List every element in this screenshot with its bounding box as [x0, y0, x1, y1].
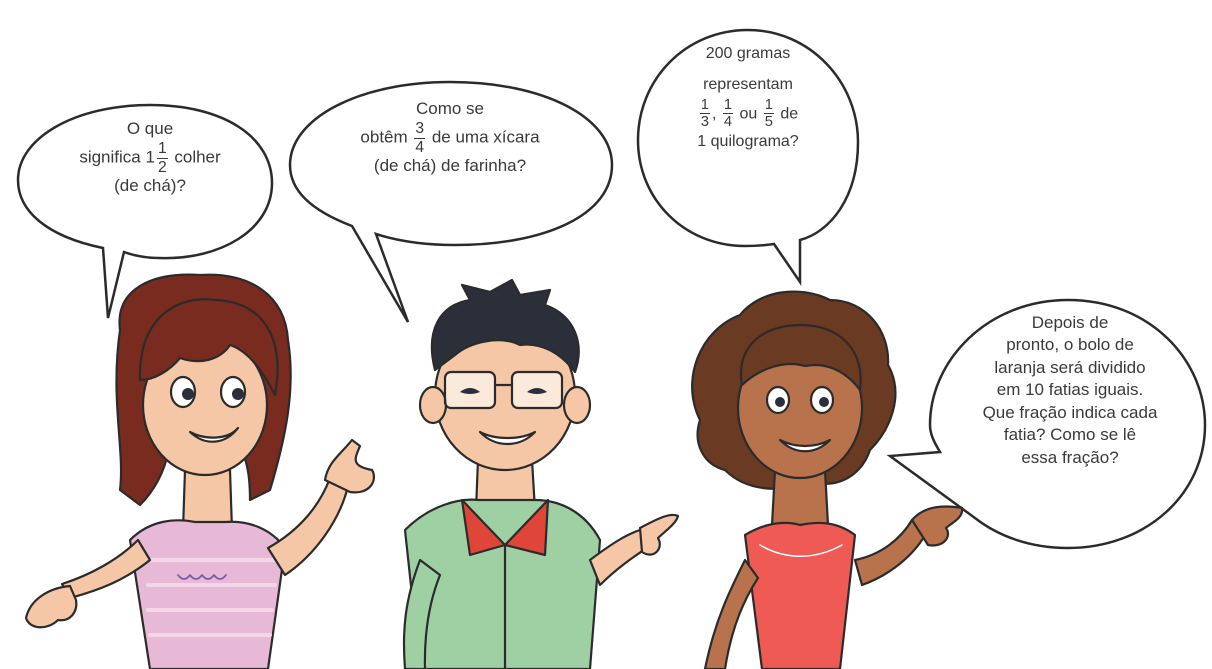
fraction-numerator: 1 — [764, 96, 773, 113]
bubble-right-line4: em 10 fatias iguais. — [996, 380, 1144, 400]
bubble-text-right-girl — [935, 312, 1205, 469]
boy-character — [404, 280, 678, 669]
fraction-one-half — [157, 141, 168, 175]
bubble-right-line1: Depois de — [1031, 313, 1109, 332]
fraction-denominator: 5 — [764, 114, 773, 131]
fraction-numerator: 3 — [415, 119, 425, 137]
bubble-right-line5: Que fração indica cada — [982, 402, 1158, 422]
text-fragment: , — [711, 105, 721, 123]
text-fragment: ou — [735, 105, 762, 123]
bubble-left-line2 — [30, 141, 270, 175]
fraction-denominator: 2 — [157, 158, 167, 176]
fraction-one-third — [700, 98, 710, 130]
bubble-boy-line2 — [300, 121, 600, 155]
bubble-left-line3: (de chá)? — [114, 176, 186, 196]
girl-left-character — [26, 275, 374, 669]
fraction-numerator: 1 — [157, 139, 167, 157]
fraction-numerator: 1 — [723, 96, 733, 113]
bubble-middle-line2: representam — [703, 75, 793, 93]
bubble-right-line3: laranja será dividido — [994, 357, 1146, 377]
fraction-one-quarter — [723, 98, 733, 130]
text-fragment: significa 1 — [79, 147, 155, 167]
fraction-numerator: 1 — [700, 96, 709, 113]
fraction-one-fifth — [764, 98, 774, 130]
bubble-middle-line3 — [648, 98, 848, 130]
bubble-text-left-girl — [30, 118, 270, 198]
bubble-boy-line1: Como se — [415, 99, 485, 118]
text-fragment: de — [775, 105, 799, 123]
bubble-middle-line4: 1 quilograma? — [697, 133, 799, 151]
bubble-boy-line3: (de chá) de farinha? — [373, 156, 527, 176]
bubble-middle-line1: 200 gramas — [705, 45, 791, 62]
fraction-denominator: 4 — [723, 114, 733, 131]
bubble-text-middle-girl — [648, 42, 848, 155]
text-fragment: colher — [169, 147, 221, 167]
fraction-denominator: 4 — [415, 138, 425, 156]
fraction-denominator: 3 — [700, 114, 709, 131]
bubble-right-line7: essa fração? — [1021, 447, 1119, 467]
bubble-right-line6: fatia? Como se lê — [1003, 425, 1137, 445]
bubble-text-boy — [300, 98, 600, 178]
text-fragment: obtêm — [360, 127, 413, 147]
bubble-right-line2: pronto, o bolo de — [1006, 335, 1134, 355]
text-fragment: de uma xícara — [427, 127, 540, 147]
fraction-three-quarters — [414, 121, 425, 155]
bubble-left-line1: O que — [126, 119, 174, 138]
